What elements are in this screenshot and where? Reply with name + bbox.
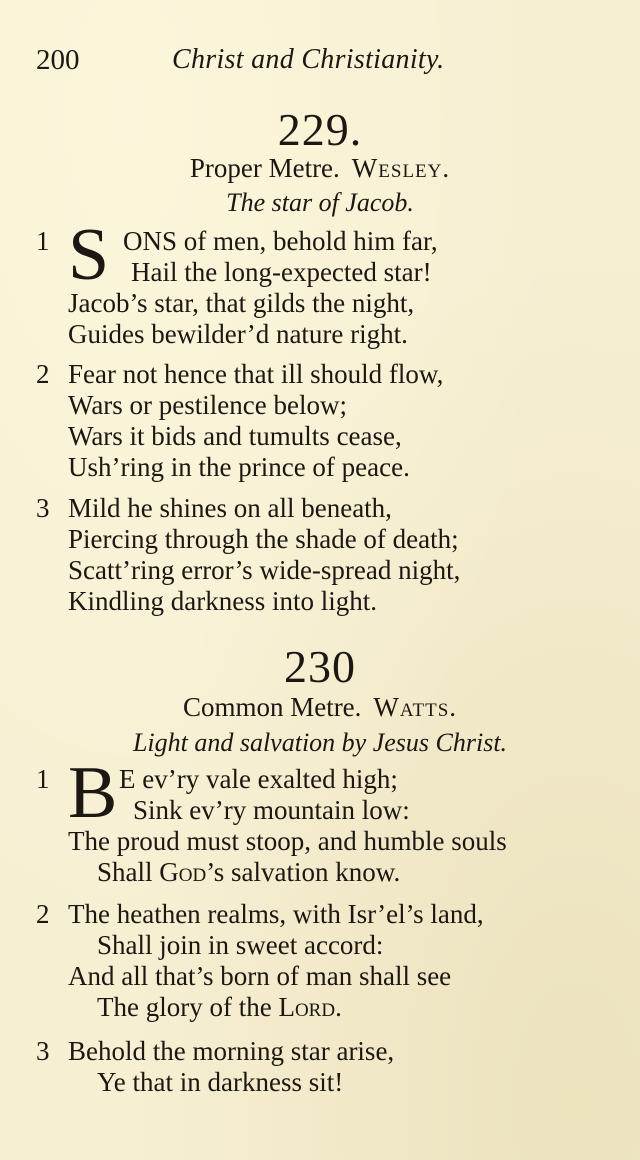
stanza-number: 1	[36, 764, 50, 794]
divine-name: God	[159, 857, 207, 887]
verse-line: Guides bewilder’d nature right.	[68, 319, 408, 349]
verse-line: Ush’ring in the prince of peace.	[68, 452, 410, 482]
hymn-number-230: 230	[284, 641, 356, 692]
verse-line: E ev’ry vale exalted high;	[119, 764, 398, 794]
verse-line	[97, 857, 400, 888]
divine-name: Lord	[278, 992, 336, 1022]
verse-line: Mild he shines on all beneath,	[68, 493, 392, 523]
verse-line: Scatt’ring error’s wide-spread night,	[68, 555, 461, 585]
verse-line: Ye that in darkness sit!	[97, 1067, 344, 1097]
author: Watts.	[373, 692, 458, 722]
verse-line: Kindling darkness into light.	[68, 586, 377, 616]
verse-line: ONS of men, behold him far,	[123, 226, 438, 256]
verse-line: Wars or pestilence below;	[68, 390, 347, 420]
verse-line: Fear not hence that ill should flow,	[68, 359, 444, 389]
verse-line: Piercing through the shade of death;	[68, 524, 459, 554]
stanza-number: 1	[36, 226, 50, 256]
stanza-number: 3	[36, 1036, 50, 1066]
metre: Common Metre.	[182, 692, 362, 722]
running-head	[36, 44, 600, 84]
verse-line: The heathen realms, with Isr’el’s land,	[68, 899, 484, 929]
verse-text: The glory of the	[97, 992, 279, 1022]
verse-text: ’s salvation know.	[206, 857, 401, 887]
metre: Proper Metre.	[189, 153, 340, 183]
verse-line	[97, 992, 342, 1023]
hymn-229-metre-line	[0, 153, 640, 184]
drop-cap: S	[68, 214, 110, 296]
stanza-number: 2	[36, 899, 50, 929]
stanza-number: 2	[36, 359, 50, 389]
verse-line: Jacob’s star, that gilds the night,	[68, 288, 415, 318]
hymn-230-subtitle: Light and salvation by Jesus Christ.	[132, 728, 508, 757]
verse-line: Wars it bids and tumults cease,	[68, 421, 402, 451]
stanza-number: 3	[36, 493, 50, 523]
verse-text: Shall	[97, 857, 160, 887]
page-number: 200	[36, 44, 80, 76]
verse-text: .	[335, 992, 342, 1022]
verse-line: The proud must stoop, and humble souls	[68, 826, 507, 856]
verse-line: Behold the morning star arise,	[68, 1036, 395, 1066]
verse-line: Sink ev’ry mountain low:	[133, 795, 410, 825]
drop-cap: B	[68, 752, 118, 834]
verse-line: And all that’s born of man shall see	[68, 961, 452, 991]
hymn-229-subtitle: The star of Jacob.	[226, 188, 414, 217]
verse-line: Shall join in sweet accord:	[97, 930, 384, 960]
hymn-230-metre-line	[0, 692, 640, 723]
running-title: Christ and Christianity.	[172, 44, 445, 75]
author: Wesley.	[351, 153, 451, 183]
verse-line: Hail the long-expected star!	[131, 257, 432, 287]
hymn-number-229: 229.	[277, 104, 363, 155]
